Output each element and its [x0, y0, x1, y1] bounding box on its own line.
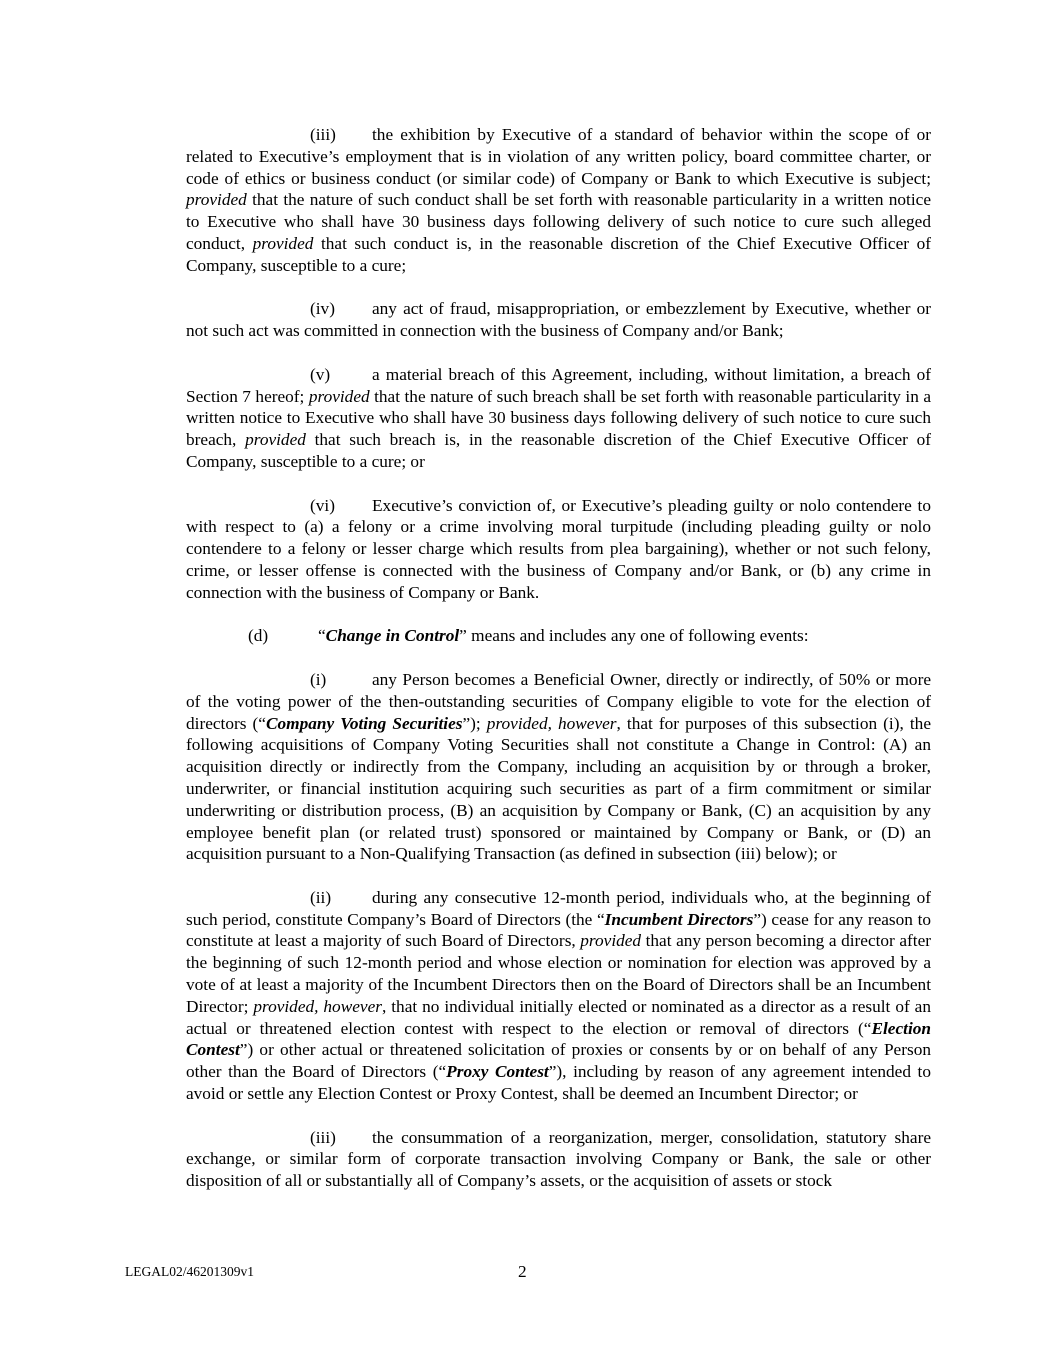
clause-number: (iv) — [310, 299, 335, 319]
defined-term: Proxy Contest — [446, 1062, 549, 1082]
clause-vi-conviction: (vi) Executive’s conviction of, or Executive’s pleading guilty or nolo contendere to with respect to (a) a felony or a crime involving moral turpitude (including pleading guilty or nolo contendere to a felony or lesser charge which results from plea bargaining), whether or not such felony, crime, or lesser offense is connected with the business of Company and/or Bank, or (b) any crime in connection with the business of Company or Bank. — [186, 495, 931, 602]
clause-number: (iii) — [310, 125, 336, 144]
document-id: LEGAL02/46201309v1 — [125, 1264, 254, 1279]
clause-iii-reorganization: (iii) the consummation of a reorganization, merger, consolidation, statutory share exchange, or similar form of corporate transaction involving Company or Bank, the sale or other disposition of all or substantially all of Company’s assets, or the acquisition of assets or stock — [186, 1127, 931, 1191]
defined-term: Incumbent Directors — [604, 909, 754, 929]
clause-iii-conduct: (iii) the exhibition by Executive of a standard of behavior within the scope of or related to Executive’s employment that is in violation of any written policy, board committee charter, or code of ethics or business conduct (or similar code) of Company or Bank to which Executive is subject; provided that the nature of such conduct shall be set forth with reasonable particularity in a written notice to Executive who shall have 30 business days following delivery of such notice to cure such alleged conduct, provided that such conduct is, in the reasonable discretion of the Chief Executive Officer of Company, susceptible to a cure; — [186, 125, 931, 275]
defined-term: Company Voting Securities — [265, 713, 463, 733]
defined-term: Change in Control — [325, 626, 460, 646]
clause-ii-incumbent-directors: (ii) during any consecutive 12-month period, individuals who, at the beginning of such period, constitute Company’s Board of Directors (the “Incumbent Directors”) cease for any reason to constitute at least a majority of such Board of Directors, provided that any person becoming a director after the beginning of such 12-month period and whose election or nomination for election was approved by a vote of at least a majority of the Incumbent Directors then on the Board of Directors shall be an Incumbent Director; provided, however, that no individual initially elected or nominated as a director as a result of an actual or threatened election contest with respect to the election or removal of directors (“Election Contest”) or other actual or threatened solicitation of proxies or consents by or on behalf of any Person other than the Board of Directors (“Proxy Contest”), including by reason of any agreement intended to avoid or settle any Election Contest or Proxy Contest, shall be deemed an Incumbent Director; or — [186, 887, 932, 1104]
clause-v-breach: (v) a material breach of this Agreement, including, without limitation, a breach of Section 7 hereof; provided that the nature of such breach shall be set forth with reasonable particularity in a written notice to Executive who shall have 30 business days following delivery of such notice to cure such breach, provided that such breach is, in the reasonable discretion of the Chief Executive Officer of Company, susceptible to a cure; or — [186, 364, 932, 471]
clause-number: (i) — [310, 669, 327, 689]
clause-number: (v) — [310, 364, 331, 384]
clause-number: (vi) — [310, 495, 335, 515]
section-d-change-in-control: (d) “Change in Control” means and includes any one of following events: — [248, 626, 809, 646]
document-body — [186, 124, 931, 1214]
clause-i-beneficial-owner: (i) any Person becomes a Beneficial Owner, directly or indirectly, of 50% or more of the voting power of the then-outstanding securities of Company eligible to vote for the election of directors (“Company Voting Securities”); provided, however, that for purposes of this subsection (i), the following acquisitions of Company Voting Securities shall not constitute a Change in Control: (A) an acquisition directly or indirectly from the Company, including an acquisition by or through a broker, underwriter, or financial institution acquiring such securities as part of a firm commitment or similar underwriting or distribution process, (B) an acquisition by Company or Bank, (C) an acquisition by any employee benefit plan (or related trust) sponsored or maintained by Company or Bank, or (D) an acquisition pursuant to a Non-Qualifying Transaction (as defined in subsection (iii) below); or — [186, 669, 931, 864]
defined-term: Election Contest — [186, 1018, 931, 1060]
clause-iv-fraud: (iv) any act of fraud, misappropriation, or embezzlement by Executive, whether or not such act was committed in connection with the business of Company and/or Bank; — [186, 299, 931, 341]
section-number: (d) — [248, 626, 269, 646]
page-number: 2 — [518, 1262, 527, 1281]
clause-number: (ii) — [310, 887, 332, 907]
clause-number: (iii) — [310, 1127, 336, 1147]
